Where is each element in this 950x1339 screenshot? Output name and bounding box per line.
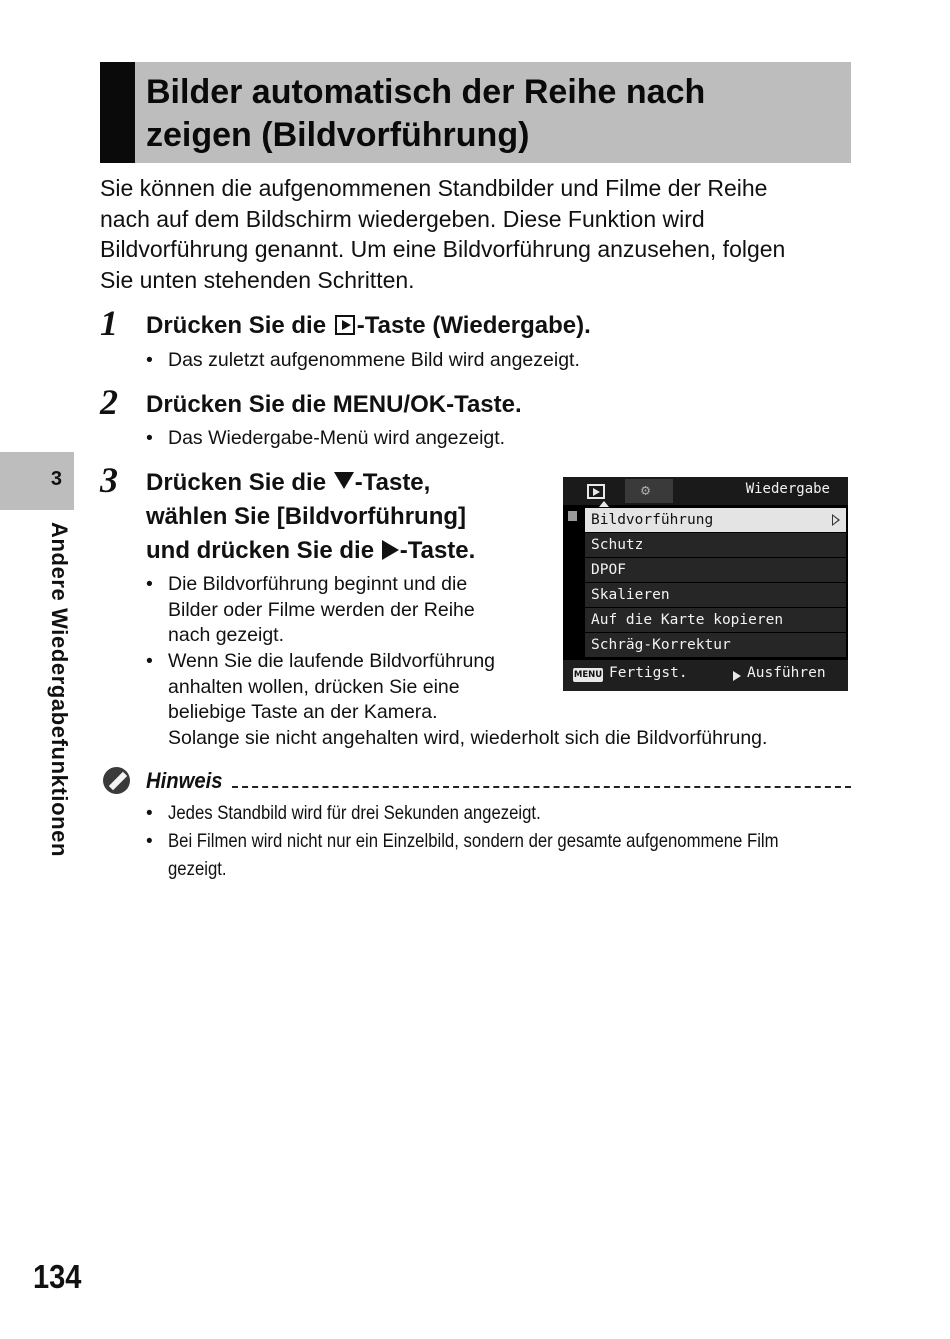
camera-menu-item-bildvorfuehrung[interactable]: [585, 508, 846, 532]
bullet-dot: •: [146, 573, 153, 595]
step-3-heading-text: -Taste,: [354, 469, 431, 496]
page-number: 134: [33, 1258, 82, 1295]
step-3-number: 3: [100, 460, 118, 500]
playback-icon: [587, 484, 605, 499]
step-3-heading-line-3: [146, 534, 475, 568]
step-3-heading-text: und drücken Sie die: [146, 537, 381, 564]
menu-scroll-indicator: [568, 511, 577, 521]
bullet-line: anhalten wollen, drücken Sie eine: [168, 675, 460, 698]
hint-divider: [232, 786, 851, 788]
step-3-heading: [146, 466, 475, 568]
tab-caret-icon: [599, 501, 609, 507]
camera-menu-item-label: Skalieren: [591, 587, 670, 603]
bullet-line: beliebige Taste an der Kamera.: [168, 701, 438, 723]
intro-line: nach auf dem Bildschirm wiedergeben. Diese Funktion wird: [100, 205, 705, 232]
hint-pencil-icon: [103, 767, 130, 794]
step-1-heading-text: -Taste (Wiedergabe).: [356, 312, 591, 339]
hint-bullet-line: Jedes Standbild wird für drei Sekunden angezeigt.: [168, 803, 541, 824]
submenu-arrow-icon: [832, 514, 840, 526]
intro-paragraph: [100, 173, 860, 295]
camera-menu-item-label: Schräg-Korrektur: [591, 637, 731, 653]
bullet-dot: •: [146, 427, 153, 449]
bullet-text: Das zuletzt aufgenommene Bild wird angezeigt.: [168, 349, 580, 371]
footer-execute-label: Ausführen: [747, 665, 826, 681]
step-2-number: 2: [100, 382, 118, 422]
camera-menu-item-dpof[interactable]: [585, 558, 846, 582]
intro-line: Sie unten stehenden Schritten.: [100, 266, 415, 293]
intro-line: Bildvorführung genannt. Um eine Bildvorführung anzusehen, folgen: [100, 236, 786, 262]
camera-menu-item-label: Auf die Karte kopieren: [591, 612, 784, 628]
bullet-text: [168, 572, 475, 649]
chapter-label: Andere Wiedergabefunktionen: [47, 522, 72, 858]
camera-menu-item-schraeg-korrektur[interactable]: [585, 633, 846, 657]
hint-bullet-line: Bei Filmen wird nicht nur ein Einzelbild, sondern der gesamte aufgenommene Film: [168, 831, 779, 852]
tab-playback[interactable]: [567, 479, 623, 505]
bullet-line: Die Bildvorführung beginnt und die: [168, 573, 468, 595]
menu-button-badge: MENU: [573, 670, 603, 680]
hint-title: Hinweis: [146, 768, 223, 793]
execute-arrow-icon: [733, 671, 741, 681]
step-3-heading-text: -Taste.: [399, 537, 476, 564]
page-title: [146, 71, 846, 157]
right-arrow-icon: [382, 540, 399, 560]
footer-finish-label: Fertigst.: [609, 665, 688, 681]
tab-setup[interactable]: [625, 479, 673, 503]
camera-menu-screen: [563, 477, 848, 691]
camera-menu-item-label: DPOF: [591, 562, 626, 578]
hint-bullet-line: gezeigt.: [168, 858, 227, 880]
camera-menu-item-skalieren[interactable]: [585, 583, 846, 607]
chapter-number: 3: [50, 468, 62, 490]
step-2-heading: Drücken Sie die MENU/OK-Taste.: [146, 391, 522, 418]
step-3-heading-line-1: [146, 466, 475, 500]
page-title-line-2: zeigen (Bildvorführung): [146, 116, 530, 154]
play-button-icon: [335, 315, 355, 335]
step-3-heading-line-2: wählen Sie [Bildvorführung]: [146, 503, 467, 530]
bullet-dot: •: [146, 650, 153, 672]
camera-menu-item-label: Schutz: [591, 537, 644, 553]
camera-menu-list: [585, 508, 846, 658]
bullet-dot: •: [146, 831, 153, 852]
step-1-heading: [146, 309, 591, 343]
camera-menu-title: Wiedergabe: [745, 481, 830, 497]
intro-line: Sie können die aufgenommenen Standbilder und Filme der Reihe: [100, 175, 768, 201]
down-arrow-icon: [334, 472, 354, 489]
step-1-heading-text: Drücken Sie die: [146, 312, 333, 339]
camera-menu-footer: [563, 660, 848, 691]
hint-bullet-text: [168, 800, 837, 828]
bullet-text: Das Wiedergabe-Menü wird angezeigt.: [168, 427, 506, 449]
camera-menu-item-label: Bildvorführung: [591, 512, 714, 528]
chapter-tab: [0, 452, 74, 510]
section-title-bar: [100, 62, 851, 163]
camera-menu-item-karte-kopieren[interactable]: [585, 608, 846, 632]
bullet-dot: •: [146, 349, 153, 371]
step-3-heading-text: Drücken Sie die: [146, 469, 333, 496]
title-accent-block: [100, 62, 135, 163]
bullet-line: Wenn Sie die laufende Bildvorführung: [168, 650, 496, 672]
bullet-dot: •: [146, 803, 153, 824]
bullet-line: Solange sie nicht angehalten wird, wiederholt sich die Bildvorführung.: [168, 726, 768, 749]
hint-bullet-text: [168, 828, 837, 883]
bullet-line: Bilder oder Filme werden der Reihe: [168, 598, 475, 621]
page-title-line-1: Bilder automatisch der Reihe nach: [146, 73, 706, 111]
camera-menu-item-schutz[interactable]: [585, 533, 846, 557]
wrench-icon: ⚙: [641, 481, 651, 499]
bullet-line: nach gezeigt.: [168, 624, 285, 646]
pencil-body: [109, 772, 127, 790]
step-1-number: 1: [100, 303, 118, 343]
